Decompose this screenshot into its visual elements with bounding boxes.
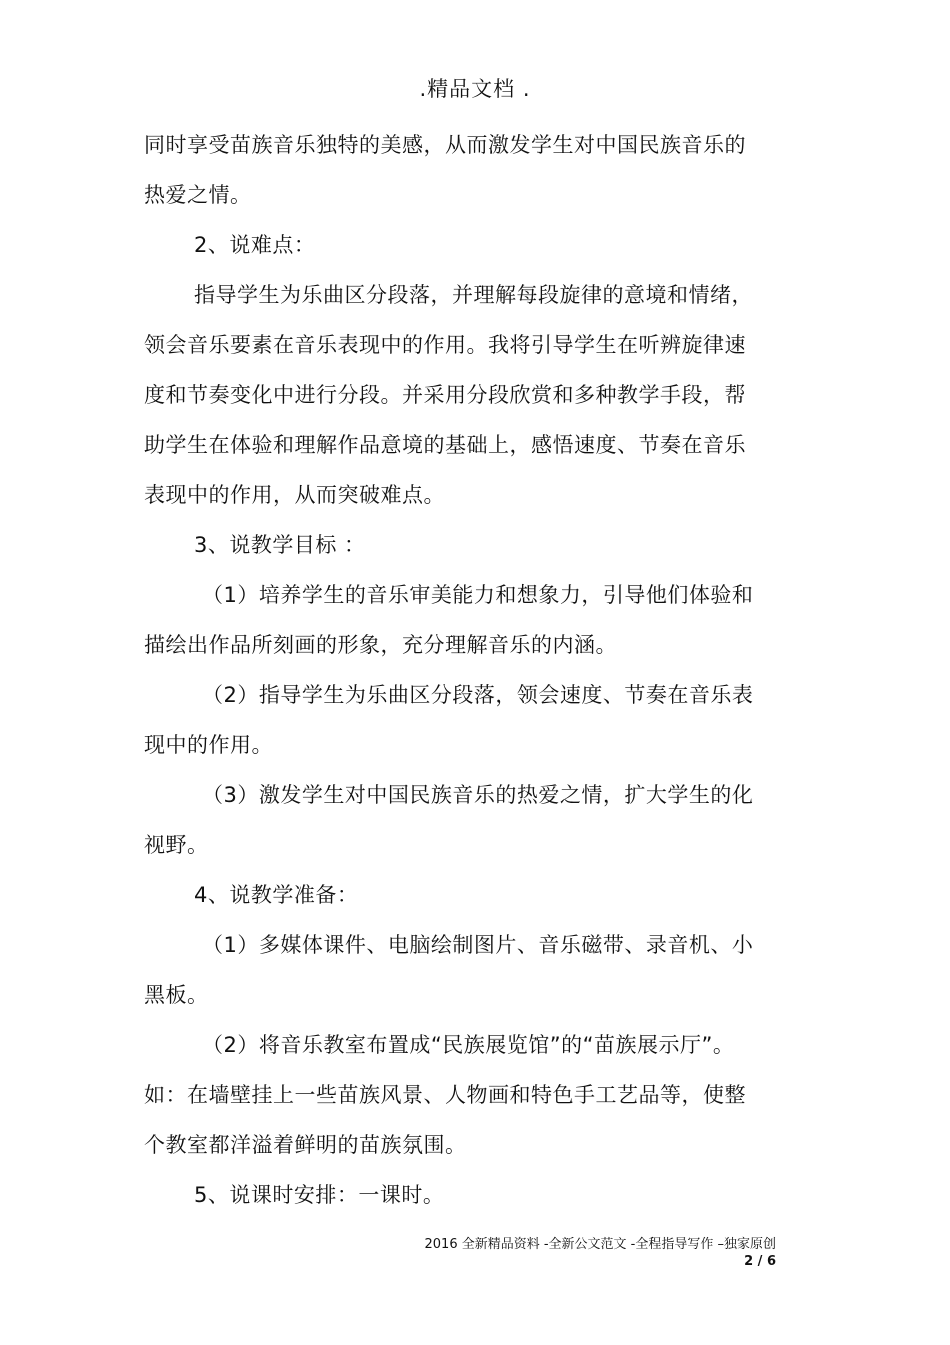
section-heading-preparation: 4、说教学准备： [194,883,359,907]
paragraph-continuation: 同时享受苗族音乐独特的美感，从而激发学生对中国民族音乐的热爱之情。 [144,133,746,207]
page-number: 2 / 6 [744,1254,776,1269]
section-heading-schedule: 5、说课时安排：一课时。 [194,1183,445,1207]
goal-item-2: （2）指导学生为乐曲区分段落，领会速度、节奏在音乐表现中的作用。 [144,683,754,757]
preparation-item-1: （1）多媒体课件、电脑绘制图片、音乐磁带、录音机、小黑板。 [144,933,754,1007]
document-body [144,120,754,1220]
footer-text: 2016 全新精品资料 -全新公文范文 -全程指导写作 –独家原创 [424,1237,776,1252]
preparation-item-2: （2）将音乐教室布置成“民族展览馆”的“苗族展示厅”。如：在墙壁挂上一些苗族风景、人物画和特色手工艺品等，使整个教室都洋溢着鲜明的苗族氛围。 [144,1033,746,1157]
section-heading-goals: 3、说教学目标 ： [194,533,366,557]
goal-item-1: （1）培养学生的音乐审美能力和想象力，引导他们体验和描绘出作品所刻画的形象，充分理解音乐的内涵。 [144,583,754,657]
section-heading-difficulty: 2、说难点： [194,233,316,257]
goal-item-3: （3）激发学生对中国民族音乐的热爱之情，扩大学生的化视野。 [144,783,754,857]
paragraph-difficulty: 指导学生为乐曲区分段落，并理解每段旋律的意境和情绪，领会音乐要素在音乐表现中的作用。我将引导学生在听辨旋律速度和节奏变化中进行分段。并采用分段欣赏和多种教学手段，帮助学生在体验和理解作品意境的基础上，感悟速度、节奏在音乐表现中的作用，从而突破难点。 [144,283,753,507]
page-header-title: .精品文档 . [419,77,531,101]
